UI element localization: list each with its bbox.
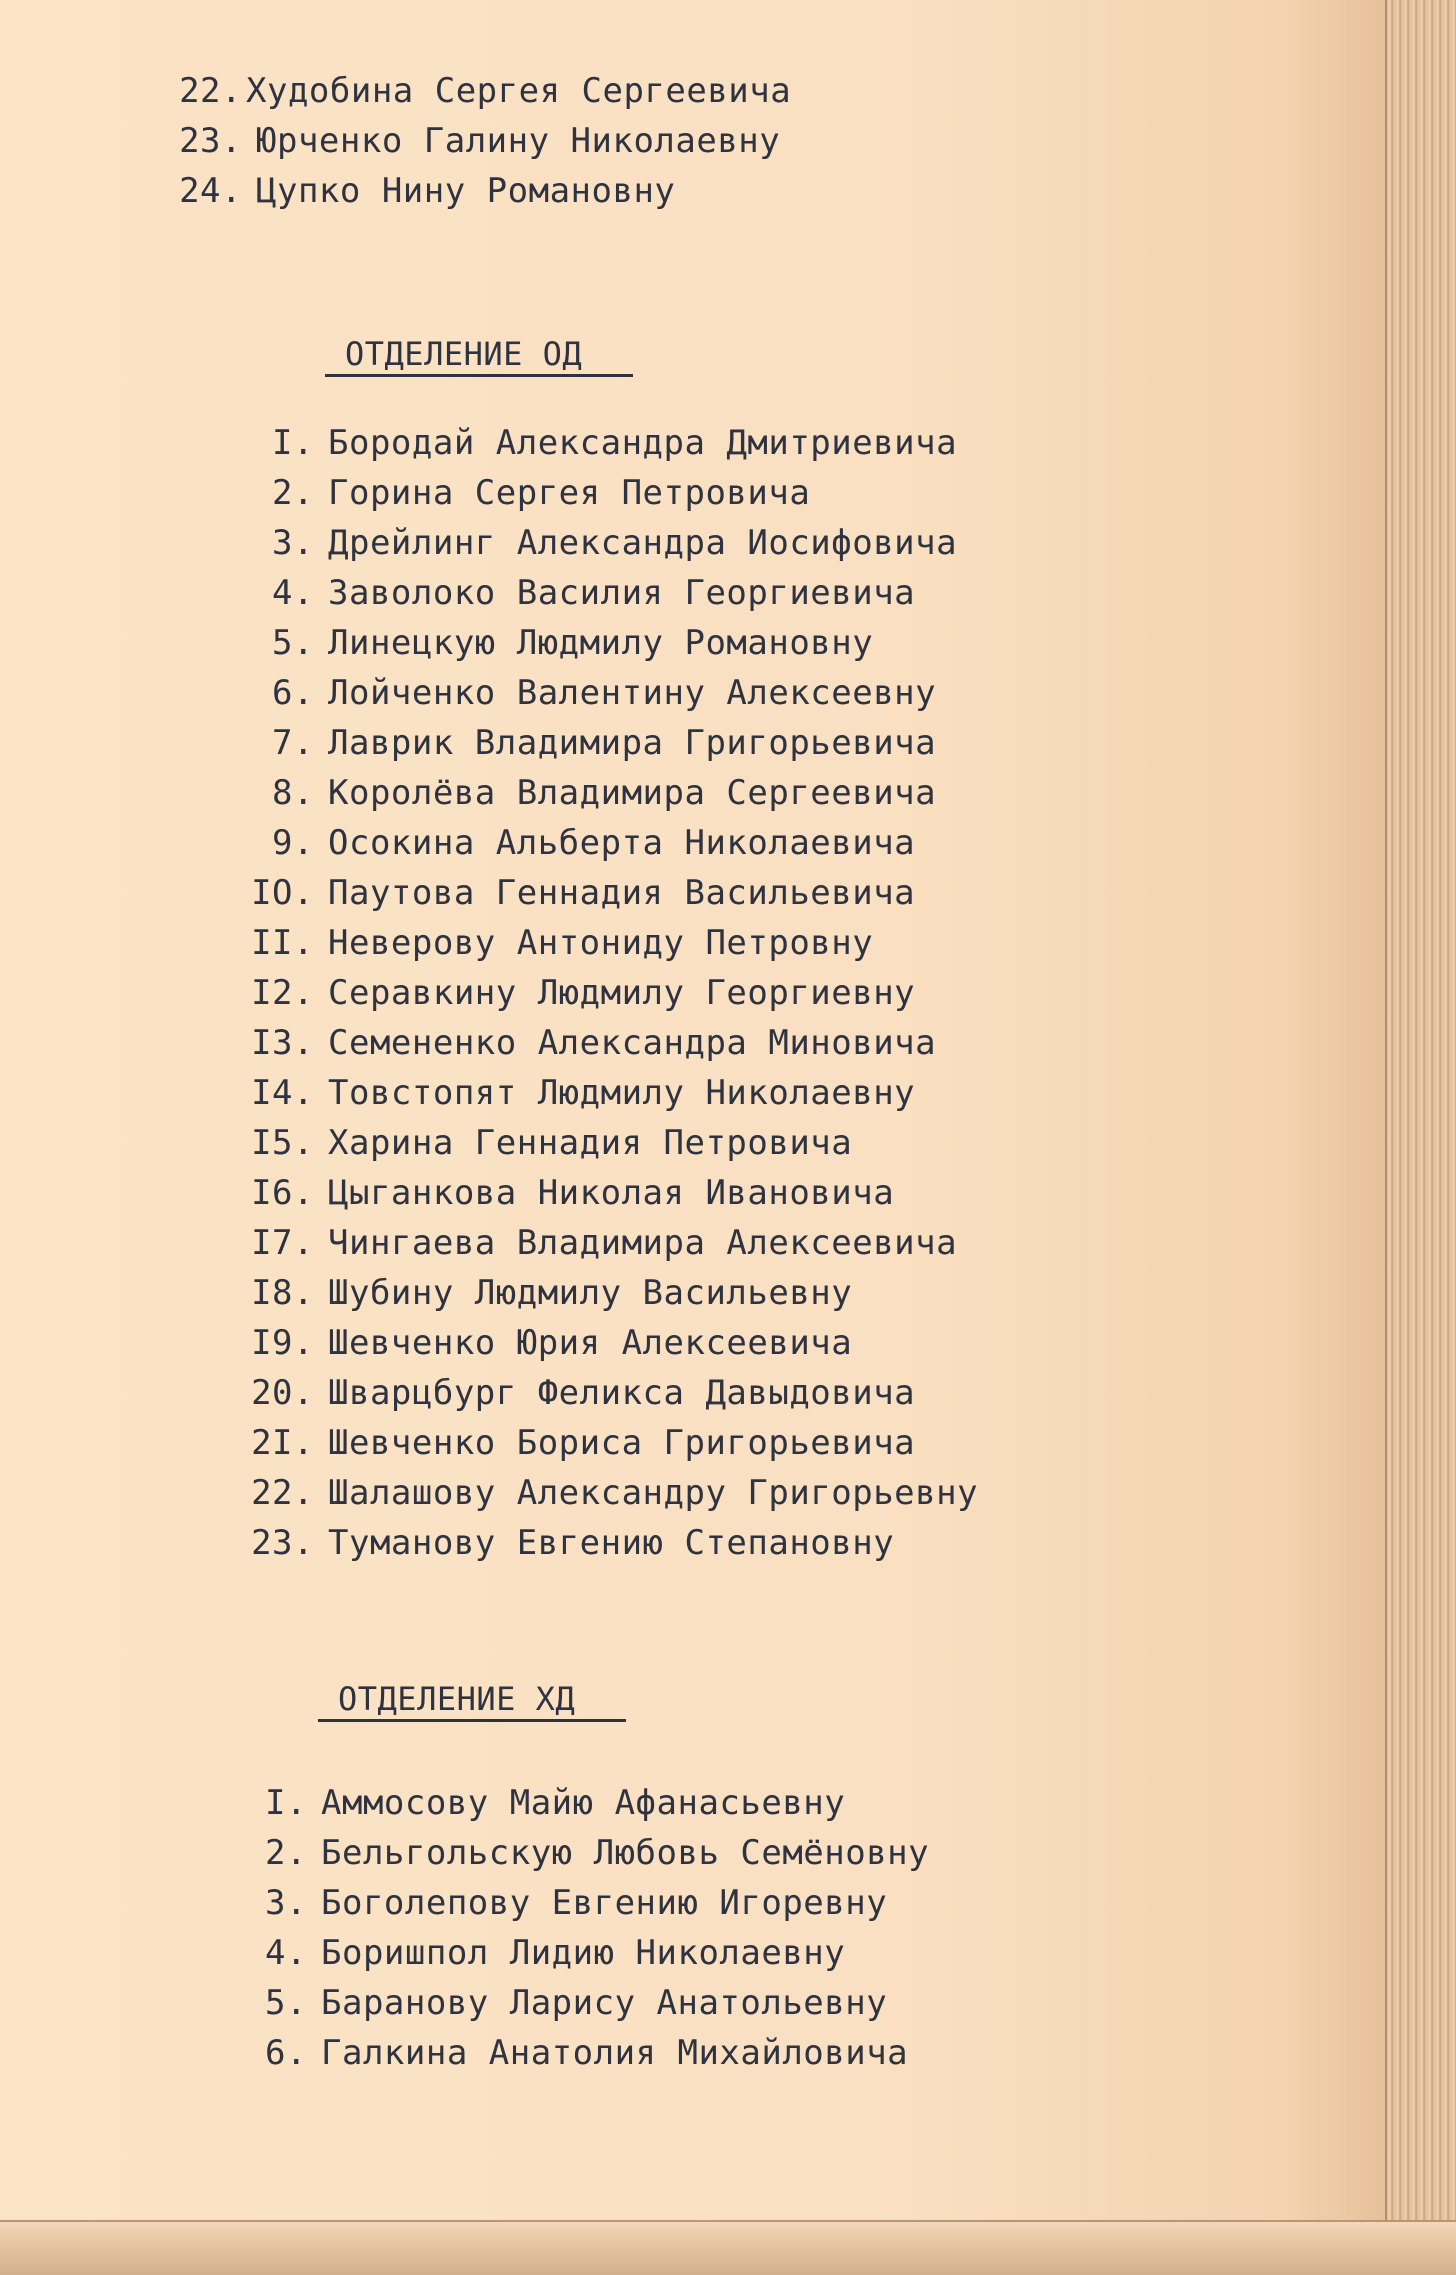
list-item-number: 3. [265,1883,307,1923]
list-item-number: IO. [251,873,314,913]
list-item-name: Семененко Александра Миновича [328,1023,937,1063]
list-item [160,166,675,216]
list-item [232,1518,894,1568]
list-item [232,1418,915,1468]
list-item [232,568,915,618]
list-item [225,1928,845,1978]
list-item-name: Шалашову Александру Григорьевну [328,1473,979,1513]
list-item-number: 7. [272,723,314,763]
list-item-name: Аммосову Майю Афанасьевну [321,1783,846,1823]
page-bottom-edge [0,2220,1456,2275]
list-item-name: Шубину Людмилу Васильевну [328,1273,853,1313]
list-item-number: 23. [251,1523,314,1563]
list-item-name: Шевченко Юрия Алексеевича [328,1323,853,1363]
list-item [232,1168,894,1218]
list-item [232,1318,852,1368]
list-item-number: 5. [272,623,314,663]
list-item-number: 3. [272,523,314,563]
list-item-number: 4. [272,573,314,613]
section-heading-od: ОТДЕЛЕНИЕ ОД [345,335,583,373]
section-heading-underline [318,1719,626,1722]
list-item-number: II. [251,923,314,963]
list-item-number: I4. [251,1073,314,1113]
list-item [232,768,936,818]
list-item-number: 4. [265,1933,307,1973]
list-item [232,418,957,468]
list-item-name: Лойченко Валентину Алексеевну [328,673,937,713]
list-item-number: 24. [179,171,242,211]
list-item [232,668,936,718]
page-binding-edge [1385,0,1456,2275]
list-item-number: 2I. [251,1423,314,1463]
list-item-number: 2. [272,473,314,513]
list-item [160,66,791,116]
list-item-name: Бородай Александра Дмитриевича [328,423,958,463]
list-item [232,818,915,868]
list-item-number: I3. [251,1023,314,1063]
list-item [225,2028,908,2078]
list-item-number: I6. [251,1173,314,1213]
list-item [232,1268,852,1318]
list-item-number: 6. [272,673,314,713]
list-item-number: I9. [251,1323,314,1363]
list-item [232,1368,915,1418]
list-item-name: Цыганкова Николая Ивановича [328,1173,895,1213]
list-item-number: 2. [265,1833,307,1873]
list-item-number: I. [265,1783,307,1823]
list-item-number: 8. [272,773,314,813]
list-item-name: Харина Геннадия Петровича [328,1123,853,1163]
list-item-number: I2. [251,973,314,1013]
list-item [232,618,873,668]
list-item [160,116,780,166]
list-item [225,1828,929,1878]
list-item-number: 9. [272,823,314,863]
list-item-number: 23. [179,121,242,161]
list-item [232,1118,852,1168]
list-item [232,1068,915,1118]
list-item [225,1878,887,1928]
list-item-name: Товстопят Людмилу Николаевну [328,1073,916,1113]
list-item [232,868,915,918]
list-item [232,918,873,968]
list-item-name: Паутова Геннадия Васильевича [328,873,916,913]
list-item-name: Юрченко Галину Николаевну [256,121,781,161]
list-item-name: Галкина Анатолия Михайловича [321,2033,909,2073]
list-item-name: Шевченко Бориса Григорьевича [328,1423,916,1463]
list-item-name: Чингаева Владимира Алексеевича [328,1223,958,1263]
section-heading-underline [325,374,633,377]
list-item [232,968,915,1018]
list-item-number: I5. [251,1123,314,1163]
list-item [232,518,957,568]
list-item-name: Королёва Владимира Сергеевича [328,773,937,813]
list-item [232,1018,936,1068]
list-item-number: I8. [251,1273,314,1313]
list-item-name: Боришпол Лидию Николаевну [321,1933,846,1973]
list-item-number: I7. [251,1223,314,1263]
list-item-number: 5. [265,1983,307,2023]
list-item [225,1778,845,1828]
list-item-name: Боголепову Евгению Игоревну [321,1883,888,1923]
list-item-name: Баранову Ларису Анатольевну [321,1983,888,2023]
list-item [225,1978,887,2028]
section-heading-hd: ОТДЕЛЕНИЕ ХД [338,1680,576,1718]
list-item [232,468,810,518]
list-item-number: I. [272,423,314,463]
list-item-name: Неверову Антониду Петровну [328,923,874,963]
list-item-name: Бельгольскую Любовь Семёновну [321,1833,930,1873]
list-item-name: Линецкую Людмилу Романовну [328,623,874,663]
list-item-name: Осокина Альберта Николаевича [328,823,916,863]
list-item-number: 22. [179,71,242,111]
list-item [232,1218,957,1268]
list-item-number: 20. [251,1373,314,1413]
list-item-name: Шварцбург Феликса Давыдовича [328,1373,916,1413]
list-item-name: Заволоко Василия Георгиевича [328,573,916,613]
list-item-name: Туманову Евгению Степановну [328,1523,895,1563]
list-item-name: Горина Сергея Петровича [328,473,811,513]
list-item-name: Худобина Сергея Сергеевича [246,71,792,111]
list-item-name: Цупко Нину Романовну [256,171,676,211]
list-item-name: Серавкину Людмилу Георгиевну [328,973,916,1013]
list-item [232,718,936,768]
list-item-number: 6. [265,2033,307,2073]
list-item [232,1468,978,1518]
list-item-name: Лаврик Владимира Григорьевича [328,723,937,763]
list-item-name: Дрейлинг Александра Иосифовича [328,523,958,563]
list-item-number: 22. [251,1473,314,1513]
